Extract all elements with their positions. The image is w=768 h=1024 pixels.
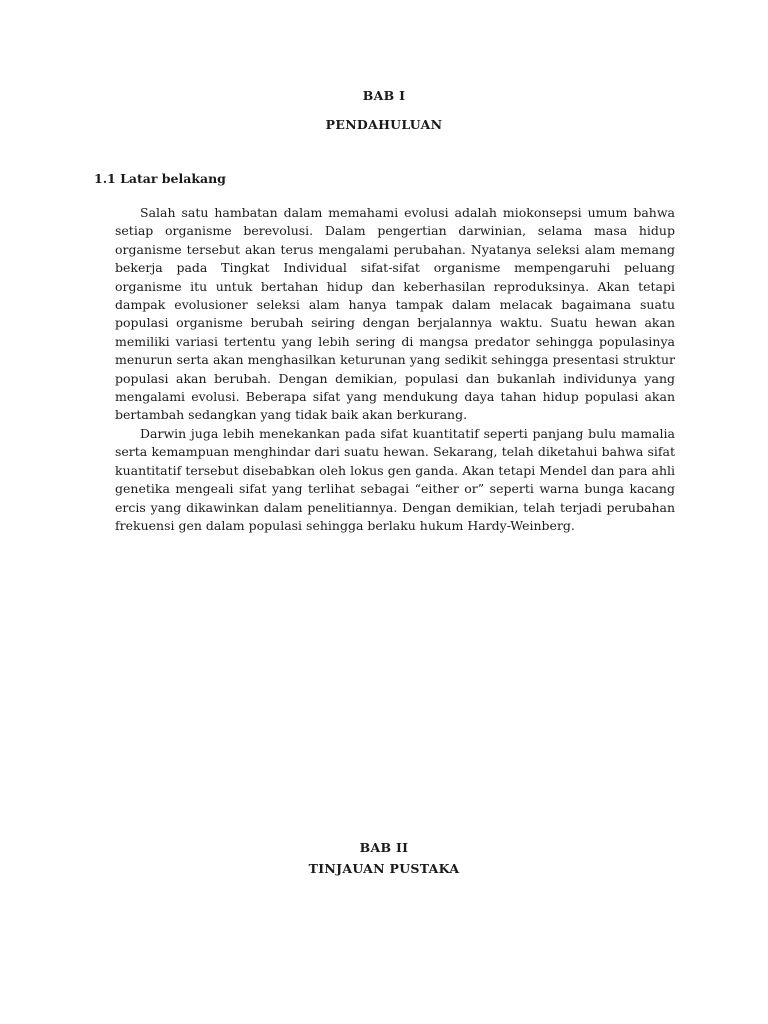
body-text	[115, 204, 675, 535]
paragraph-1: Salah satu hambatan dalam memahami evolusi adalah miokonsepsi umum bahwa setiap organisme berevolusi. Dalam pengertian darwinian, selama masa hidup organisme tersebut akan terus mengalami perubahan. Nyatanya seleksi alam memang bekerja pada Tingkat Individual sifat-sifat organisme mempengaruhi peluang organisme itu untuk bertahan hidup dan keberhasilan reproduksinya. Akan tetapi dampak evolusioner seleksi alam hanya tampak dalam melacak bagaimana suatu populasi organisme berubah seiring dengan berjalannya waktu. Suatu hewan akan memiliki variasi tertentu yang lebih sering di mangsa predator sehingga populasinya menurun serta akan menghasilkan keturunan yang sedikit sehingga presentasi struktur populasi akan berubah. Dengan demikian, populasi dan bukanlah individunya yang mengalami evolusi. Beberapa sifat yang mendukung daya tahan hidup populasi akan bertambah sedangkan yang tidak baik akan berkurang.	[115, 205, 675, 423]
chapter-2-label: BAB II	[359, 840, 409, 855]
paragraph-2: Darwin juga lebih menekankan pada sifat kuantitatif seperti panjang bulu mamalia serta kemampuan menghindar dari suatu hewan. Sekarang, telah diketahui bahwa sifat kuantitatif tersebut disebabkan oleh lokus gen ganda. Akan tetapi Mendel dan para ahli genetika mengeali sifat yang terlihat sebagai “either or” seperti warna bunga kacang ercis yang dikawinkan dalam penelitiannya. Dengan demikian, telah terjadi perubahan frekuensi gen dalam populasi sehingga berlaku hukum Hardy-Weinberg.	[115, 425, 675, 533]
chapter-1-title: PENDAHULUAN	[325, 117, 443, 132]
chapter-1-label: BAB I	[362, 88, 406, 103]
chapter-2-title: TINJAUAN PUSTAKA	[308, 861, 460, 876]
section-heading: 1.1 Latar belakang	[94, 171, 226, 186]
